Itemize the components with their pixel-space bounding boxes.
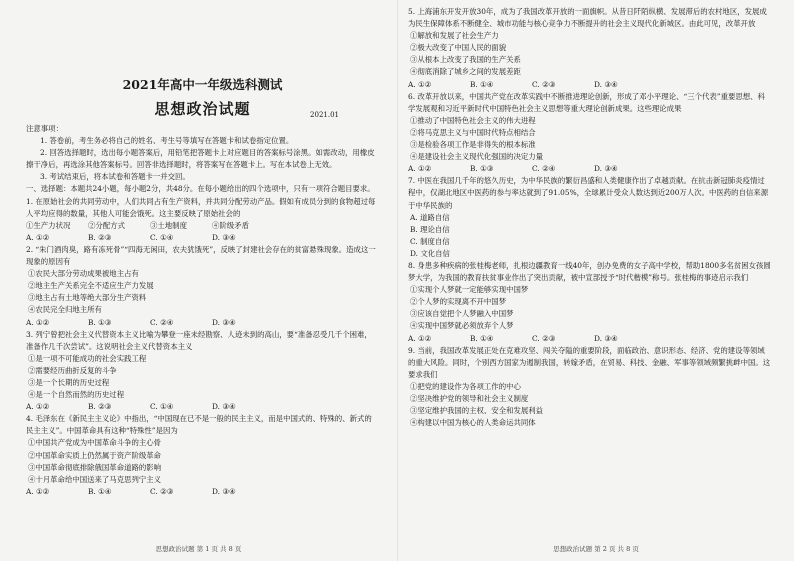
question-8 [408, 260, 772, 345]
item: ③地主占有土地等绝大部分生产资料 [28, 293, 147, 303]
option-d: D. ③④ [594, 79, 618, 89]
item: ③应该自觉把个人梦融入中国梦 [410, 309, 514, 319]
question-stem: 4. 毛泽东在《新民主主义论》中指出，“中国现在已不是一般的民主主义，而是中国式的、特殊的、新式的民主主义”。中国革命具有这种“特殊性”是因为 [26, 414, 372, 436]
question-stem: 6. 改革开放以来，中国共产党在改革实践中不断推进理论创新，形成了邓小平理论、“三个代表”重要思想、科学发展观和习近平新时代中国特色社会主义思想等重大理论创新成果。这些理论成果 [408, 91, 765, 113]
option-d: D. ③④ [212, 402, 236, 412]
question-stem: 3. 列宁曾把社会主义代替资本主义比喻为攀登一座未经勘察、人迹未到的高山，要“准备忍受几千个困难，准备作几千次尝试”。这说明社会主义代替资本主义 [26, 329, 372, 351]
question-9 [408, 345, 772, 430]
option-b: B. ①④ [470, 333, 494, 343]
answer-options [408, 79, 772, 91]
subtitle-row [26, 97, 379, 123]
question-3 [26, 329, 379, 414]
option-a: A. ①② [26, 486, 50, 496]
answer-options [26, 401, 379, 413]
question-items [26, 220, 379, 232]
question-stem: 1. 在原始社会的共同劳动中，人们共同占有生产资料，并共同分配劳动产品。假如有成员分到的食物超过每人平均应得的数量，其他人可能会饿死。这主要反映了原始社会的 [26, 196, 376, 218]
notice-2: 2. 回答选择题时，选出每小题答案后，用铅笔把答题卡上对应题目的答案标号涂黑。如需改动，用橡皮擦干净后，再选涂其他答案标号。回答非选择题时，将答案写在答题卡上。写在本试卷上无效。 [26, 148, 375, 170]
item: ①农民大部分劳动成果被地主占有 [28, 269, 139, 279]
item: ③是检验各项工作是非得失的根本标准 [410, 140, 536, 150]
page-footer: 思想政治试题 第 2 页 共 8 页 [553, 544, 639, 553]
question-1 [26, 196, 379, 244]
item: ③土地制度 [150, 220, 187, 230]
option-b: B. ①④ [88, 486, 112, 496]
answer-options [408, 163, 772, 175]
option-c: C. ②④ [150, 317, 174, 327]
item: ①生产力状况 [26, 220, 71, 230]
item: ③是一个长期的历史过程 [28, 377, 110, 387]
option-a: A. ①② [26, 402, 50, 412]
option-c: C. 制度自信 [410, 236, 450, 246]
option-d: D. ③④ [212, 232, 236, 242]
option-b: B. ②③ [88, 232, 112, 242]
option-a: A. ①② [26, 317, 50, 327]
item: ③从根本上改变了我国的生产关系 [410, 55, 521, 65]
item: ②分配方式 [88, 220, 125, 230]
item: ①中国共产党成为中国革命斗争的主心骨 [28, 438, 162, 448]
option-d: D. ③④ [594, 164, 618, 174]
question-2 [26, 244, 379, 329]
exam-title: 2021年高中一年级选科测试 [122, 77, 283, 92]
option-b: B. ①④ [470, 79, 494, 89]
option-a: A. 道路自信 [410, 212, 450, 222]
question-6 [408, 91, 772, 176]
option-b: B. 理论自信 [410, 224, 450, 234]
option-b: B. ①③ [88, 317, 112, 327]
answer-options [408, 333, 772, 345]
page-2 [397, 0, 794, 561]
page-footer: 思想政治试题 第 1 页 共 8 页 [155, 544, 242, 553]
exam-date: 2021.01 [310, 111, 339, 119]
item: ④十月革命给中国送来了马克思列宁主义 [28, 474, 162, 484]
question-stem: 5. 上海浦东开发开放30年，成为了我国改革开放的一面旗帜。从昔日阡陌纵横、发展滞后的农村地区，发展成为民生保障体系不断健全、城市功能与核心竞争力不断提升的社会主义现代化新城区。由此可见，改革开放 [408, 7, 767, 29]
question-stem: 8. 身患多种疾病的张桂梅老师，扎根边疆教育一线40年，创办免费的女子高中学校，帮助1800多名贫困女孩圆梦大学，为我国的教育扶贫事业作出了突出贡献，被中宣部授予“时代楷模”称号。张桂梅的事迹启示我们 [408, 260, 771, 283]
notice-1: 1. 答卷前，考生务必将自己的姓名、考生号等填写在答题卡和试卷指定位置。 [40, 136, 294, 146]
notice-3: 3. 考试结束后，将本试卷和答题卡一并交回。 [40, 172, 190, 182]
exam-subtitle: 思想政治试题 [154, 100, 251, 118]
item: ①解放和发展了社会生产力 [410, 31, 499, 41]
option-a: A. ①② [26, 232, 50, 242]
answer-options [26, 486, 379, 498]
item: ④是一个自然而然的历史过程 [28, 390, 125, 400]
item: ④构建以中国为核心的人类命运共同体 [410, 418, 536, 428]
option-b: B. ②③ [88, 402, 112, 412]
question-4 [26, 413, 379, 498]
item: ①把党的建设作为各项工作的中心 [410, 381, 521, 391]
option-d: D. ③④ [594, 333, 618, 343]
option-c: C. ②③ [532, 333, 556, 343]
option-c: C. ②③ [532, 79, 556, 89]
item: ②将马克思主义与中国时代特点相结合 [410, 127, 536, 137]
item: ②需要经历曲折反复的斗争 [28, 365, 117, 375]
option-d: D. 文化自信 [410, 248, 450, 258]
section-heading: 一、选择题：本题共24小题，每小题2分，共48分。在每小题给出的四个选项中，只有一项符合题目要求。 [26, 184, 375, 194]
question-7 [408, 175, 772, 260]
option-a: A. ①② [408, 164, 432, 174]
item: ①是一项不可能成功的社会实践工程 [28, 353, 147, 363]
answer-options [26, 317, 379, 329]
option-a: A. ①② [408, 79, 432, 89]
option-c: C. ①④ [150, 402, 174, 412]
notice-heading: 注意事项： [26, 124, 63, 133]
option-c: C. ②④ [532, 164, 556, 174]
item: ②极大改变了中国人民的面貌 [410, 43, 507, 53]
item: ④阶级矛盾 [212, 220, 249, 230]
item: ④实现中国梦就必须放弃个人梦 [410, 321, 514, 331]
item: ①推动了中国特色社会主义的伟大进程 [410, 115, 536, 125]
option-c: C. ①④ [150, 232, 174, 242]
option-b: B. ①③ [470, 164, 494, 174]
item: ④农民完全归地主所有 [28, 305, 102, 315]
item: ②坚决维护党的领导和社会主义制度 [410, 394, 529, 403]
item: ①实现个人梦就一定能够实现中国梦 [410, 285, 529, 295]
option-c: C. ②③ [150, 486, 174, 496]
question-stem: 9. 当前，我国改革发展正处在克难攻坚、闯关夺隘的重要阶段，面临政治、意识形态、经济、党的建设等领域的重大风险。同时，个别西方国家为遏制我国，转嫁矛盾，在贸易、科技、金融、军事等领域频繁挑衅中国。这要求我们 [408, 345, 771, 379]
item: ③坚定维护我国的主权、安全和发展利益 [410, 406, 544, 416]
item: ②中国革命实质上仍然属于资产阶级革命 [28, 450, 162, 460]
option-a: A. ①② [408, 333, 432, 343]
question-stem: 7. 中医在我国几千年的悠久历史，为中华民族的繁衍昌盛和人类健康作出了卓越贡献。在抗击新冠肺炎疫情过程中，仅湖北地区中医药的参与率达就到了91.05%，全球累计受众人数达到近200万人次。中医药的自信来源于中华民族的 [408, 176, 769, 210]
item: ④是建设社会主义现代化强国的决定力量 [410, 152, 544, 162]
item: ②地主生产关系完全不适应生产力发展 [28, 281, 154, 291]
option-d: D. ③④ [212, 317, 236, 327]
item: ②个人梦的实现离不开中国梦 [410, 297, 507, 307]
question-5 [408, 0, 772, 91]
question-stem: 2. “朱门酒肉臭，路有冻死骨”“四海无闲田，农夫犹饿死”，反映了封建社会存在的贫富悬殊现象。造成这一现象的原因有 [26, 244, 376, 267]
item: ④彻底消除了城乡之间的发展差距 [410, 67, 521, 77]
item: ③中国革命彻底排除俄国革命道路的影响 [28, 462, 162, 472]
answer-options [26, 232, 379, 244]
option-d: D. ③④ [212, 486, 236, 496]
